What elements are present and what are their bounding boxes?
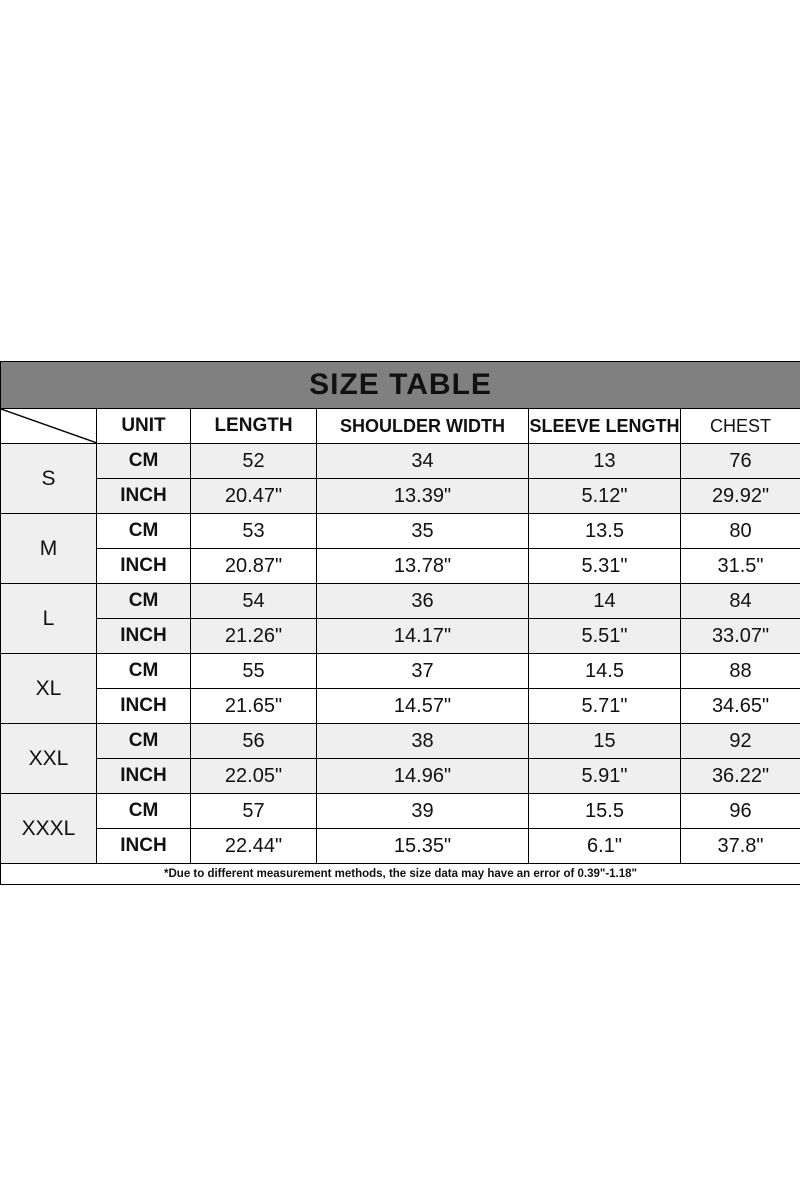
measurement-note: *Due to different measurement methods, the size data may have an error of 0.39"-1.18" [1, 864, 800, 885]
cell-sleeve: 13 [529, 444, 681, 479]
cell-shoulder: 13.78" [317, 549, 529, 584]
cell-sleeve: 15.5 [529, 794, 681, 829]
size-label-xxl: XXL [1, 724, 97, 794]
size-table [0, 361, 800, 885]
diagonal-slash-icon [1, 409, 97, 443]
cell-shoulder: 13.39" [317, 479, 529, 514]
size-label-xxxl: XXXL [1, 794, 97, 864]
size-label-s: S [1, 444, 97, 514]
cell-chest: 29.92" [681, 479, 800, 514]
cell-sleeve: 5.91" [529, 759, 681, 794]
cell-shoulder: 38 [317, 724, 529, 759]
cell-length: 20.47" [191, 479, 317, 514]
cell-shoulder: 37 [317, 654, 529, 689]
table-header-row [1, 409, 800, 444]
table-row [1, 479, 800, 514]
cell-sleeve: 14 [529, 584, 681, 619]
table-row [1, 689, 800, 724]
cell-sleeve: 5.51" [529, 619, 681, 654]
unit-cm: CM [97, 444, 191, 479]
cell-shoulder: 36 [317, 584, 529, 619]
table-row [1, 584, 800, 619]
cell-chest: 76 [681, 444, 800, 479]
cell-chest: 92 [681, 724, 800, 759]
table-row [1, 654, 800, 689]
table-row [1, 724, 800, 759]
table-row [1, 829, 800, 864]
table-row [1, 794, 800, 829]
cell-sleeve: 14.5 [529, 654, 681, 689]
cell-shoulder: 39 [317, 794, 529, 829]
unit-inch: INCH [97, 829, 191, 864]
cell-chest: 88 [681, 654, 800, 689]
cell-shoulder: 14.96" [317, 759, 529, 794]
cell-length: 20.87" [191, 549, 317, 584]
size-label-xl: XL [1, 654, 97, 724]
cell-shoulder: 35 [317, 514, 529, 549]
unit-cm: CM [97, 724, 191, 759]
cell-chest: 34.65" [681, 689, 800, 724]
unit-cm: CM [97, 514, 191, 549]
unit-cm: CM [97, 654, 191, 689]
cell-chest: 84 [681, 584, 800, 619]
cell-length: 22.44" [191, 829, 317, 864]
cell-shoulder: 15.35" [317, 829, 529, 864]
cell-shoulder: 14.17" [317, 619, 529, 654]
table-row [1, 514, 800, 549]
cell-length: 55 [191, 654, 317, 689]
size-label-l: L [1, 584, 97, 654]
column-header-sleeve-length: SLEEVE LENGTH [529, 409, 681, 444]
unit-cm: CM [97, 794, 191, 829]
table-row [1, 549, 800, 584]
cell-sleeve: 5.31" [529, 549, 681, 584]
size-label-m: M [1, 514, 97, 584]
cell-chest: 33.07" [681, 619, 800, 654]
page-title: SIZE TABLE [1, 362, 800, 409]
unit-inch: INCH [97, 689, 191, 724]
cell-chest: 37.8" [681, 829, 800, 864]
table-row [1, 619, 800, 654]
cell-length: 56 [191, 724, 317, 759]
table-row [1, 759, 800, 794]
unit-inch: INCH [97, 549, 191, 584]
cell-sleeve: 5.71" [529, 689, 681, 724]
column-header-length: LENGTH [191, 409, 317, 444]
cell-length: 53 [191, 514, 317, 549]
table-title-row [1, 362, 800, 409]
cell-sleeve: 13.5 [529, 514, 681, 549]
column-header-unit: UNIT [97, 409, 191, 444]
column-header-chest: CHEST [681, 409, 800, 444]
cell-length: 57 [191, 794, 317, 829]
cell-shoulder: 14.57" [317, 689, 529, 724]
cell-length: 21.65" [191, 689, 317, 724]
measurement-note-row [1, 864, 800, 885]
cell-chest: 36.22" [681, 759, 800, 794]
cell-chest: 80 [681, 514, 800, 549]
unit-inch: INCH [97, 619, 191, 654]
cell-chest: 31.5" [681, 549, 800, 584]
table-row [1, 444, 800, 479]
unit-inch: INCH [97, 759, 191, 794]
cell-length: 54 [191, 584, 317, 619]
column-header-shoulder-width: SHOULDER WIDTH [317, 409, 529, 444]
corner-diagonal-cell [1, 409, 97, 444]
cell-length: 21.26" [191, 619, 317, 654]
cell-length: 22.05" [191, 759, 317, 794]
page-background [0, 0, 800, 360]
cell-sleeve: 6.1" [529, 829, 681, 864]
unit-cm: CM [97, 584, 191, 619]
cell-chest: 96 [681, 794, 800, 829]
unit-inch: INCH [97, 479, 191, 514]
size-table-container [0, 361, 800, 885]
cell-length: 52 [191, 444, 317, 479]
cell-shoulder: 34 [317, 444, 529, 479]
cell-sleeve: 15 [529, 724, 681, 759]
cell-sleeve: 5.12" [529, 479, 681, 514]
